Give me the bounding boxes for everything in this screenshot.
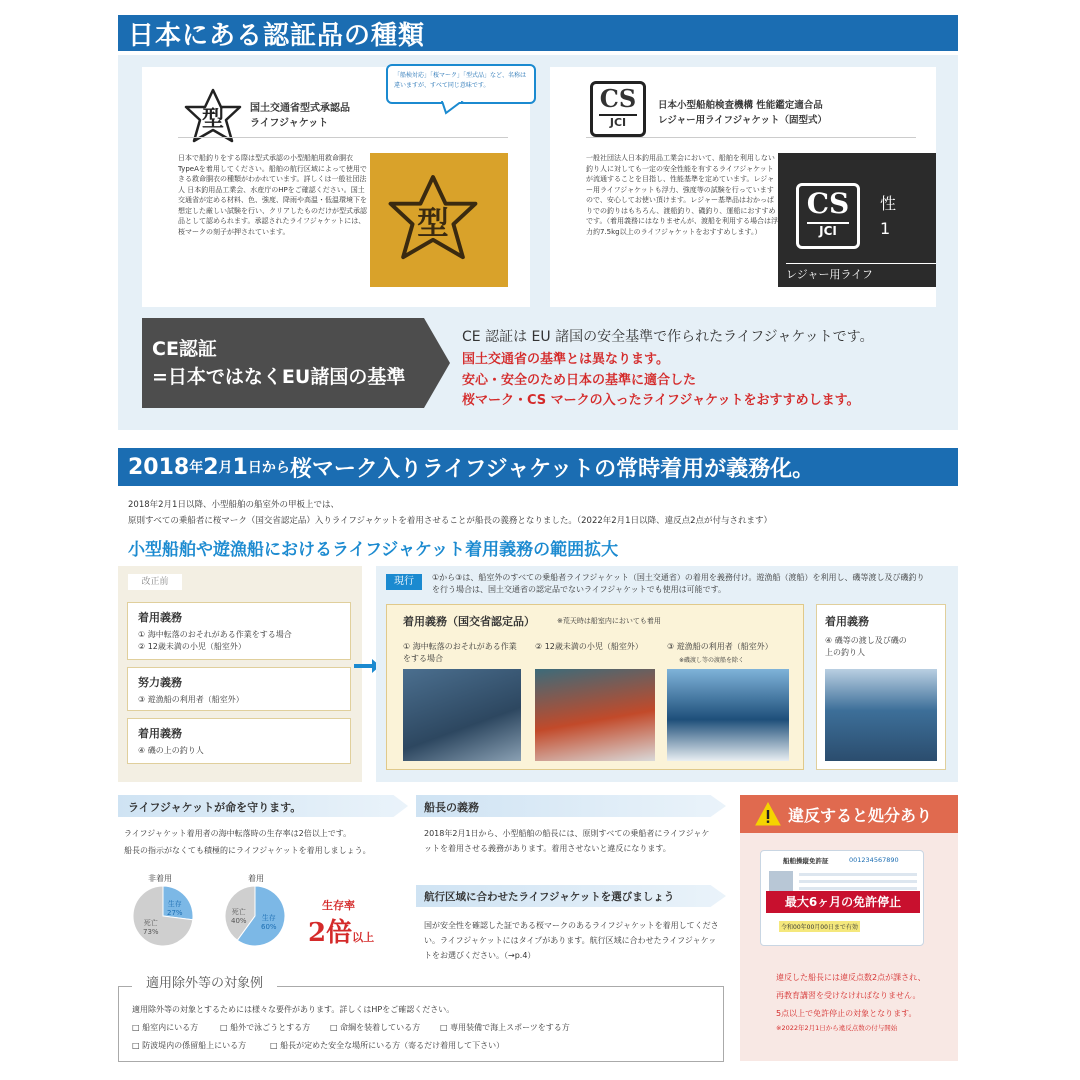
- sakura-heading1: 国土交通省型式承認品: [250, 103, 350, 114]
- cs-photo: [778, 153, 936, 287]
- cs-photo-mark: [796, 183, 860, 249]
- callout-text: 「船検対応」「桜マーク」「型式品」など、名称は違いますが、すべて同じ意味です。: [394, 72, 527, 89]
- violation-text2: 再教育講習を受けなければなりません。: [776, 991, 921, 1000]
- current-main-note: ※荒天時は船室内においても着用: [557, 617, 661, 625]
- sakura-divider: [178, 137, 508, 138]
- current-item3: ③ 遊漁船の利用者（船室外）: [667, 642, 773, 651]
- route-title: 航行区域に合わせたライフジャケットを選びましょう: [424, 891, 675, 903]
- violation-text1: 違反した船長には違反点数2点が課され、: [776, 973, 926, 982]
- callout-bubble: [386, 64, 536, 104]
- current-desc: ①から③は、船室外のすべての乗船者ライフジャケット（国土交通省）の着用を義務付け。遊漁船（渡船）を利用し、磯等渡し及び磯釣りを行う場合は、国土交通省の認定品でないライフジャケットでも使用は可能です。: [432, 573, 925, 594]
- current-item3-note: ※磯渡し等の渡船を除く: [679, 657, 745, 664]
- cs-photo-side2: 1: [880, 219, 891, 238]
- ce-text1: CE 認証は EU 諸国の安全基準で作られたライフジャケットです。: [462, 329, 874, 345]
- current-tag: 現行: [386, 574, 422, 590]
- title-month-kanji: 月: [218, 460, 233, 476]
- cs-divider: [586, 137, 916, 138]
- section2-intro1: 2018年2月1日以降、小型船舶の船室外の甲板上では、: [128, 500, 339, 510]
- license-date: 令和00年00月00日まで有効: [779, 921, 860, 932]
- life-text1: ライフジャケット着用者の海中転落時の生存率は2倍以上です。: [124, 829, 352, 838]
- before-box1-line2: ② 12歳未満の小児（船室外）: [138, 642, 246, 651]
- before-box1-title: 着用義務: [138, 611, 182, 624]
- current-side-line1: ④ 磯等の渡し及び磯の上の釣り人: [825, 636, 907, 657]
- pie1-b-value: 73%: [143, 928, 159, 936]
- title-day-kanji: 日から: [247, 460, 290, 476]
- photo-fishing-boat-users: [667, 669, 789, 761]
- rate-value: [308, 912, 374, 949]
- before-box2: [127, 667, 351, 711]
- cs-mark-cs: CS: [599, 84, 637, 113]
- title-day: 1: [232, 454, 248, 480]
- pie1-b-label: 死亡: [143, 919, 158, 927]
- sakura-body: 日本で船釣りをする際は型式承認の小型船舶用救命胴衣 TypeAを着用してください。船舶の航行区域によって使用できる救命胴衣の種類がわかれています。詳しくは一般社団法人 日本釣用品工業会、水産庁のHPをご確認ください。国土交通省が定める材料、色、強度、降雨や高温・低温環境下を想定した厳しい試験を行い、クリアしたものだけが型式承認品として認められます。承認されたライフジャケットには、桜マークの刻子が押されています。: [178, 154, 367, 236]
- cs-heading1: 日本小型船舶検査機構 性能鑑定適合品: [658, 100, 823, 111]
- license-head: 船舶操縦免許証: [783, 857, 829, 865]
- before-box1-line1: ① 海中転落のおそれがある作業をする場合: [138, 630, 292, 639]
- pie1-a: [167, 899, 183, 917]
- rate-big: 2倍: [308, 918, 353, 948]
- sakura-stamp-text: 型: [417, 205, 449, 242]
- route-text: 国が安全性を確認した証である桜マークのあるライフジャケットを着用してください。ライフジャケットにはタイプがあります。航行区域に合わせたライフジャケットをお選びください。（→p.4）: [424, 921, 719, 961]
- pie2-b-label: 生存: [261, 914, 276, 922]
- pie1-label: 非着用: [148, 874, 172, 883]
- before-box3: [127, 718, 351, 764]
- sakura-photo: [370, 153, 508, 287]
- cs-mark-jci: JCI: [599, 114, 637, 129]
- title-month: 2: [203, 454, 219, 480]
- current-item1: ① 海中転落のおそれがある作業をする場合: [403, 642, 517, 663]
- rate-label: 生存率: [322, 899, 355, 912]
- cs-mark-icon: [590, 81, 646, 137]
- pie1-a-value: 27%: [167, 909, 183, 917]
- current-main-title: 着用義務（国交省認定品）: [403, 615, 535, 628]
- before-tag: 改正前: [128, 574, 182, 590]
- exempt-title: 適用除外等の対象例: [132, 972, 277, 991]
- cs-heading2: レジャー用ライフジャケット（固型式）: [658, 115, 827, 126]
- before-box2-line1: ③ 遊漁船の利用者（船室外）: [138, 695, 244, 704]
- violation-text3: 5点以上で免許停止の対象となります。: [776, 1009, 917, 1018]
- life-text2: 船長の指示がなくても積極的にライフジャケットを着用しましょう。: [124, 846, 371, 855]
- life-title: ライフジャケットが命を守ります。: [128, 801, 302, 814]
- pie2-b-value: 60%: [261, 923, 277, 931]
- pie2-a-label: 死亡: [231, 908, 246, 916]
- sakura-mark-text: 型: [201, 107, 225, 132]
- cs-photo-band: レジャー用ライフ: [786, 263, 936, 282]
- pie2-a: [231, 907, 247, 925]
- sakura-mark-icon: [178, 87, 248, 149]
- sakura-heading2: ライフジャケット: [250, 118, 329, 129]
- cs-card: [550, 67, 936, 307]
- title-year-kanji: 年: [189, 460, 204, 476]
- cs-photo-side1: 性: [880, 194, 897, 213]
- current-side-title: 着用義務: [825, 615, 869, 628]
- pie1-b: [143, 918, 159, 936]
- pie-chart-not-wearing: [132, 885, 194, 947]
- exempt-item2: □ 船外で泳ごうとする方: [220, 1023, 311, 1032]
- ce-text3: 安心・安全のため日本の基準に適合した: [462, 373, 697, 388]
- violation-note: ※2022年2月1日から違反点数の付与開始: [776, 1024, 898, 1032]
- current-main-box: [386, 604, 804, 770]
- exempt-item1: □ 船室内にいる方: [132, 1023, 199, 1032]
- exempt-item6: □ 船長が定めた安全な場所にいる方（寄るだけ着用して下さい）: [270, 1041, 505, 1050]
- exempt-text: 適用除外等の対象とするためには様々な要件があります。詳しくはHPをご確認ください。: [132, 1005, 455, 1014]
- before-box3-line1: ④ 磯の上の釣り人: [138, 746, 204, 755]
- ce-text2: 国土交通省の基準とは異なります。: [462, 352, 669, 367]
- exempt-item4: □ 専用装備で海上スポーツをする方: [440, 1023, 570, 1032]
- photo-work-on-boat: [403, 669, 521, 761]
- before-box3-title: 着用義務: [138, 727, 182, 740]
- current-item2: ② 12歳未満の小児（船室外）: [535, 642, 643, 651]
- current-side-box: [816, 604, 946, 770]
- exempt-item5: □ 防波堤内の係留船上にいる方: [132, 1041, 247, 1050]
- violation-title: 違反すると処分あり: [788, 806, 933, 825]
- captain-text: 2018年2月1日から、小型船舶の船長には、原則すべての乗船者にライフジャケットを着用させる義務があります。着用させないと違反になります。: [424, 829, 710, 854]
- pie1-a-label: 生存: [167, 900, 182, 908]
- cs-photo-cs: CS: [806, 187, 850, 220]
- section1-title: 日本にある認証品の種類: [118, 15, 958, 51]
- photo-rock-angler: [825, 669, 937, 761]
- photo-child-on-boat: [535, 669, 655, 761]
- section2-intro2: 原則すべての乗船者に桜マーク（国交省認定品）入りライフジャケットを着用させることが船長の義務となりました。（2022年2月1日以降、違反点2点が付与されます）: [128, 516, 772, 526]
- title-year: 2018: [128, 454, 190, 480]
- license-num: 001234567890: [849, 856, 899, 864]
- ce-text4: 桜マーク・CS マークの入ったライフジャケットをおすすめします。: [462, 393, 860, 408]
- pie2-label: 着用: [248, 874, 264, 883]
- license-stamp: 最大6ヶ月の免許停止: [766, 891, 920, 913]
- warning-icon: [755, 802, 781, 826]
- callout-tail-icon: [440, 101, 464, 115]
- exempt-item3: □ 命綱を装着している方: [330, 1023, 421, 1032]
- before-box1: [127, 602, 351, 660]
- ce-arrow-line2: =日本ではなくEU諸国の基準: [152, 366, 406, 388]
- title-main: 桜マーク入りライフジャケットの常時着用が義務化。: [289, 456, 815, 482]
- rate-small: 以上: [352, 931, 375, 944]
- pie2-a-value: 40%: [231, 917, 247, 925]
- ce-arrow-line1: CE認証: [152, 338, 217, 360]
- sakura-stamp-icon: [378, 171, 488, 271]
- section2-subtitle: 小型船舶や遊漁船におけるライフジャケット着用義務の範囲拡大: [128, 540, 619, 560]
- cs-photo-jci: JCI: [807, 222, 849, 238]
- captain-title: 船長の義務: [424, 801, 479, 814]
- before-box2-title: 努力義務: [138, 676, 182, 689]
- section2-title: [118, 448, 958, 486]
- cs-body: 一般社団法人日本釣用品工業会において、船舶を利用しない釣り人に対しても一定の安全性能を有するライフジャケットが流通することを目指し、性能基準を定めています。レジャー用ライフジャケットも浮力、強度等の試験を行っていますので、安心してお使い頂けます。レジャー基準品はおかっぱりでの釣りはもちろん、渡船釣り、磯釣り、運船におすすめです。（着用義務にはなりませんが、渡船を利用する場合は浮力約7.5kg以上のライフジャケットをおすすめします。）: [586, 154, 778, 236]
- pie2-b: [261, 913, 277, 931]
